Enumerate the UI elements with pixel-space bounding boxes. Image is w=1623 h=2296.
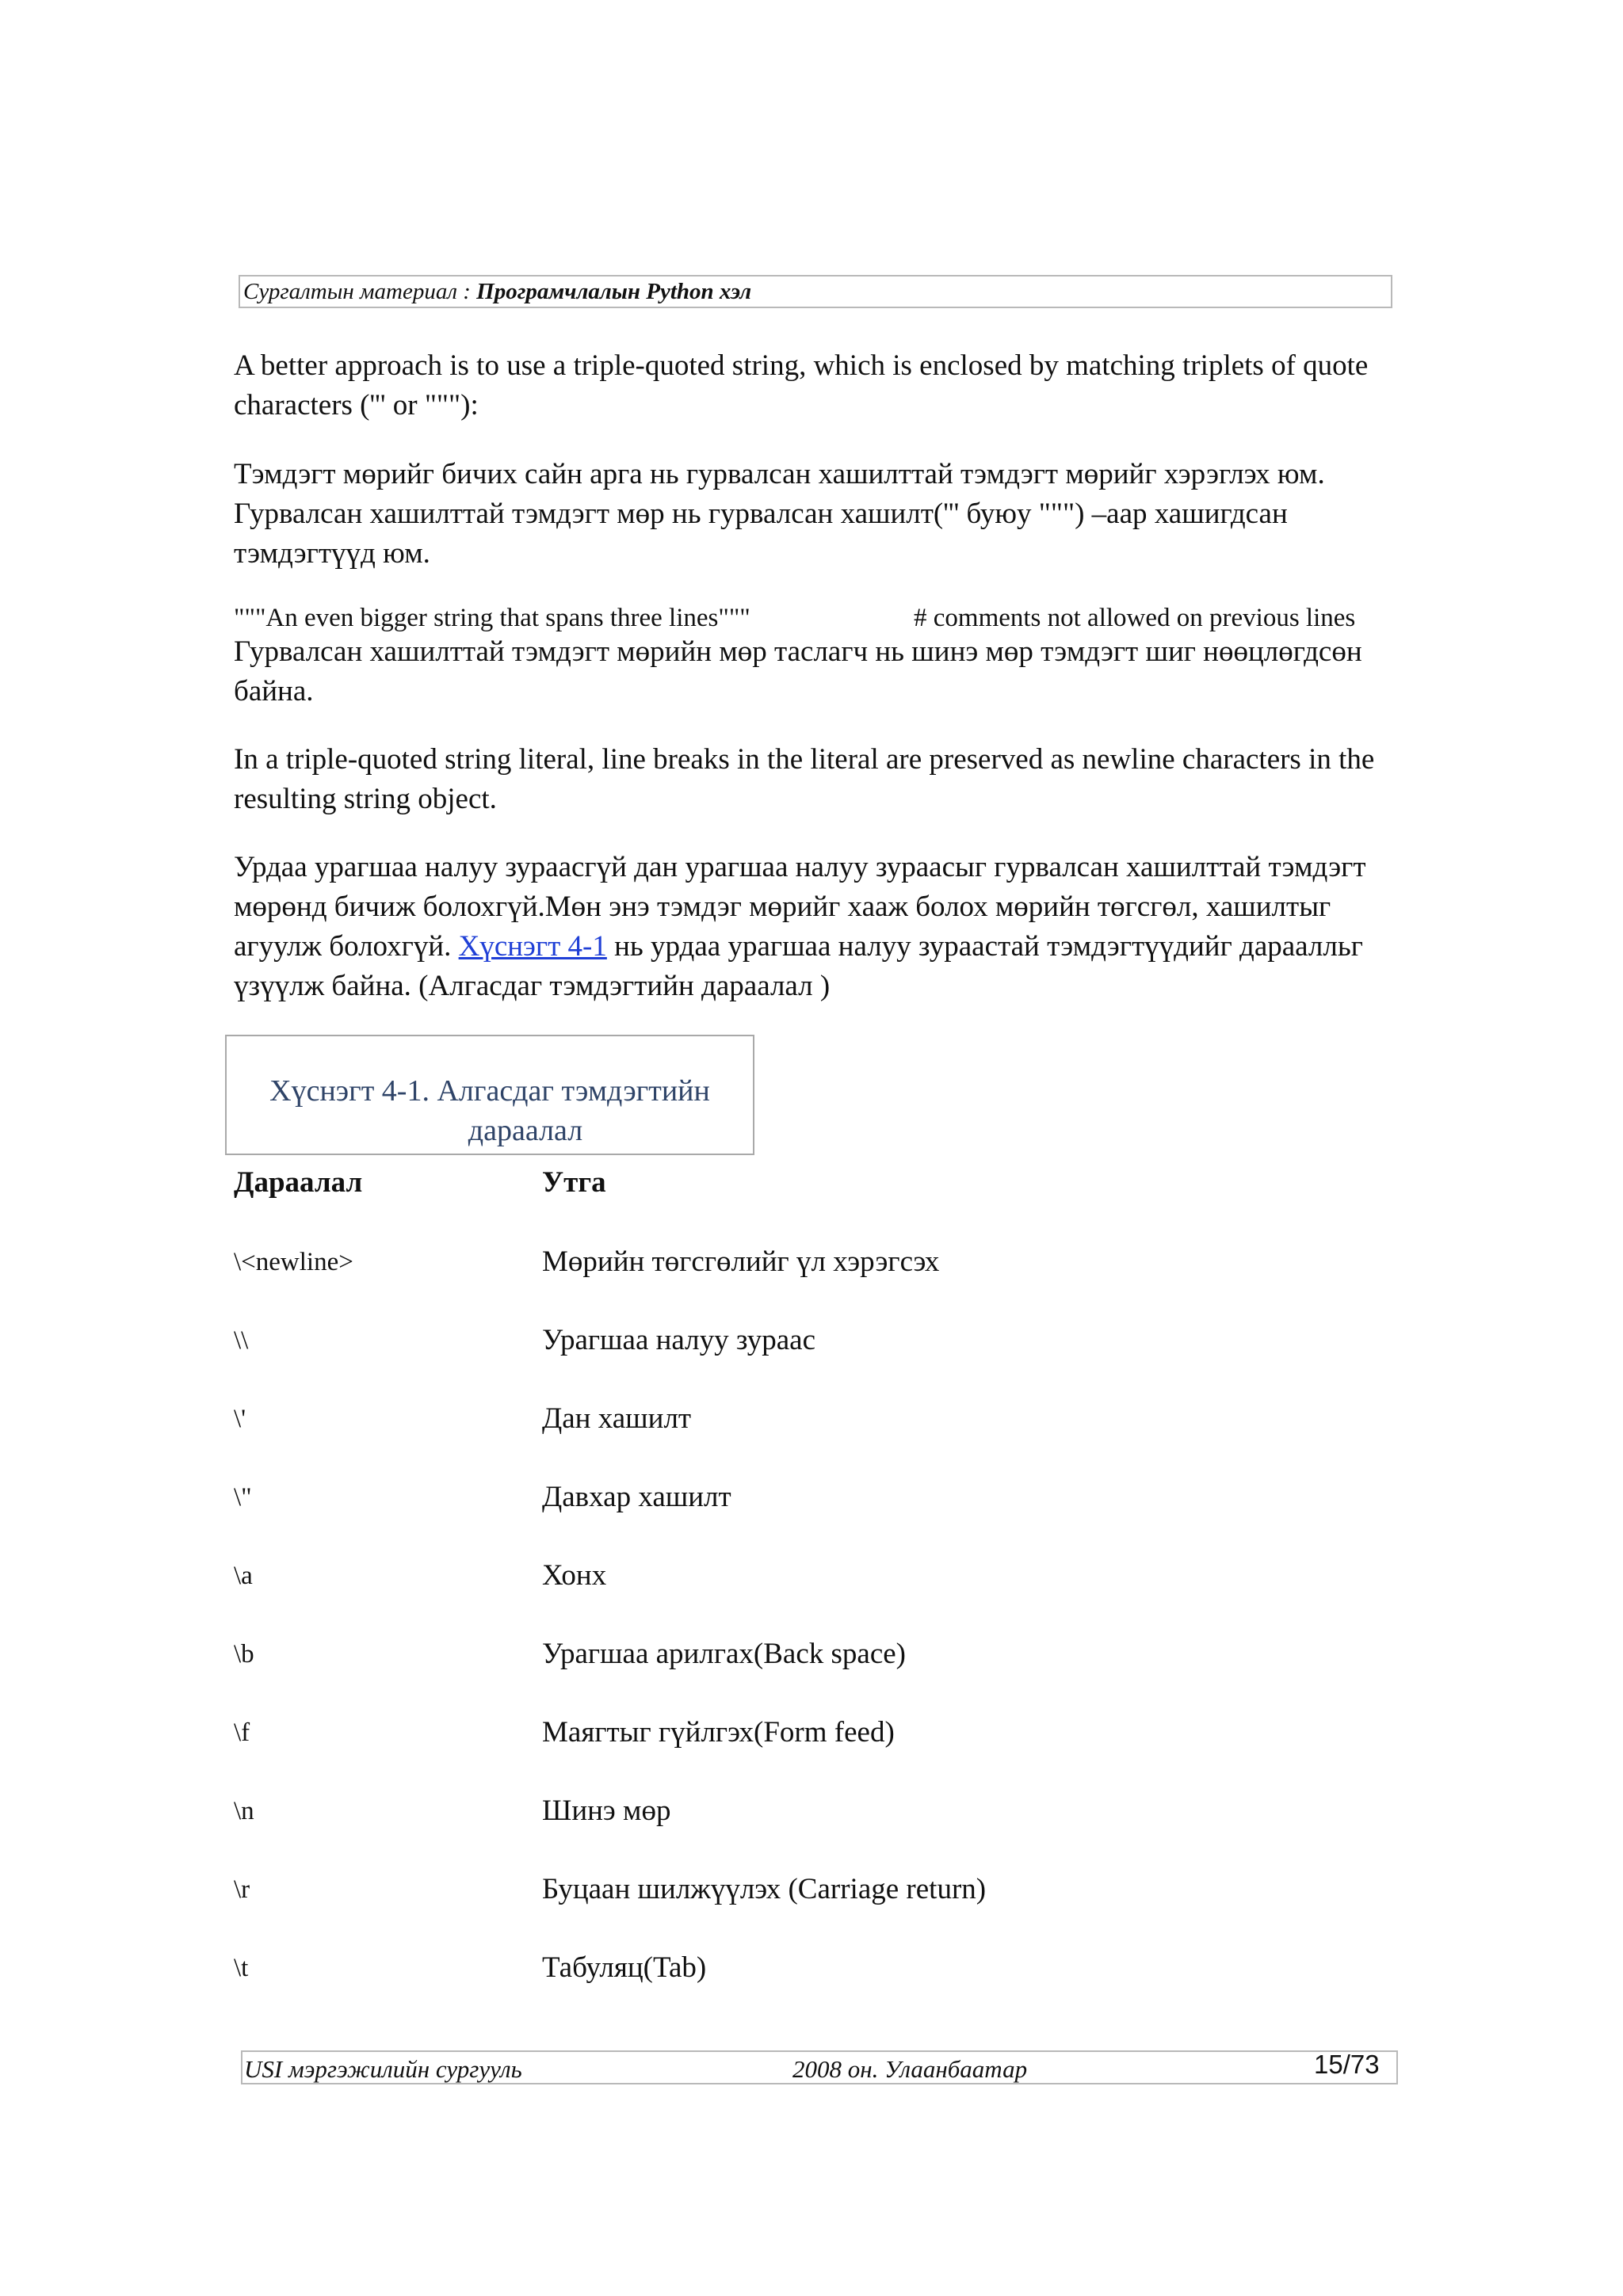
table-caption xyxy=(225,1035,754,1155)
table-caption-line2: дараалал xyxy=(468,1114,583,1147)
table-row-value: Урагшаа арилгах(Back space) xyxy=(542,1638,906,1670)
table-row-value: Мөрийн төгсгөлийг үл хэрэгсэх xyxy=(542,1245,940,1278)
page-number: 15/73 xyxy=(1314,2050,1380,2079)
paragraph-escape-mn xyxy=(234,848,1391,1006)
code-example xyxy=(234,601,1399,635)
paragraph-triple-quote-en: A better approach is to use a triple-quoted string, which is enclosed by matching triplets of quote characters (''' or """): xyxy=(234,349,1369,421)
table-row-seq: \n xyxy=(234,1797,254,1825)
table-row-value: Маягтыг гүйлгэх(Form feed) xyxy=(542,1716,895,1749)
table-row-value: Шинэ мөр xyxy=(542,1794,671,1827)
table-row-seq: \\ xyxy=(234,1326,249,1355)
code-string: """An even bigger string that spans three lines""" xyxy=(234,604,750,632)
table-row-seq: \" xyxy=(234,1483,252,1512)
table-row-value: Буцаан шилжүүлэх (Carriage return) xyxy=(542,1873,987,1905)
table-row-seq: \<newline> xyxy=(234,1248,353,1276)
page-footer xyxy=(241,2050,1398,2084)
paragraph-escape-text-after: нь урдаа урагшаа налуу зураастай тэмдэгтүүдийг дараалльг үзүүлж байна. (Алгасдаг тэмдэгтийн дараалал ) xyxy=(234,930,1363,1002)
table-row-seq: \f xyxy=(234,1718,250,1747)
paragraph-escape-text-before: Урдаа урагшаа налуу зураасгүй дан урагшаа налуу зураасыг гурвалсан хашилттай тэмдэгт мөрөнд бичиж болохгүй.Мөн энэ тэмдэг мөрийг хааж болох мөрийн төгсгөл, хашилтыг агуулж болохгүй. xyxy=(234,851,1366,963)
table-reference-link[interactable]: Хүснэгт 4-1 xyxy=(458,930,607,963)
header-title: Програмчлалын Python хэл xyxy=(476,279,752,304)
table-row-seq: \a xyxy=(234,1562,253,1590)
table-row-value: Дан хашилт xyxy=(542,1402,692,1435)
table-header-sequence: Дараалал xyxy=(234,1166,363,1199)
paragraph-newline-en: In a triple-quoted string literal, line breaks in the literal are preserved as newline characters in the resulting string object. xyxy=(234,743,1375,815)
table-row-seq: \' xyxy=(234,1405,246,1433)
table-row-seq: \t xyxy=(234,1954,249,1982)
header-prefix: Сургалтын материал : xyxy=(243,279,477,304)
table-row-seq: \r xyxy=(234,1875,250,1904)
table-row-value: Хонх xyxy=(542,1559,607,1592)
table-row-value: Урагшаа налуу зураас xyxy=(542,1324,815,1356)
footer-school: USI мэргэжилийн сургууль xyxy=(244,2055,522,2083)
table-caption-line1: Хүснэгт 4-1. Алгасдаг тэмдэгтийн xyxy=(269,1074,710,1108)
table-row-value: Табуляц(Tab) xyxy=(542,1951,707,1984)
table-row-value: Давхар хашилт xyxy=(542,1481,731,1513)
paragraph-newline-mn: Гурвалсан хашилттай тэмдэгт мөрийн мөр таслагч нь шинэ мөр тэмдэгт шиг нөөцлөгдсөн байна. xyxy=(234,635,1362,707)
table-header-value: Утга xyxy=(542,1166,606,1199)
table-row-seq: \b xyxy=(234,1640,254,1669)
code-comment: # comments not allowed on previous lines xyxy=(914,604,1356,632)
paragraph-triple-quote-mn: Тэмдэгт мөрийг бичих сайн арга нь гурвалсан хашилттай тэмдэгт мөрийг хэрэглэх юм. Гурвалсан хашилттай тэмдэгт мөр нь гурвалсан хашилт(''' буюу """) –аар хашигдсан тэмдэгтүүд юм. xyxy=(234,458,1325,570)
footer-place-year: 2008 он. Улаанбаатар xyxy=(792,2055,1028,2083)
page-header xyxy=(239,275,1392,308)
